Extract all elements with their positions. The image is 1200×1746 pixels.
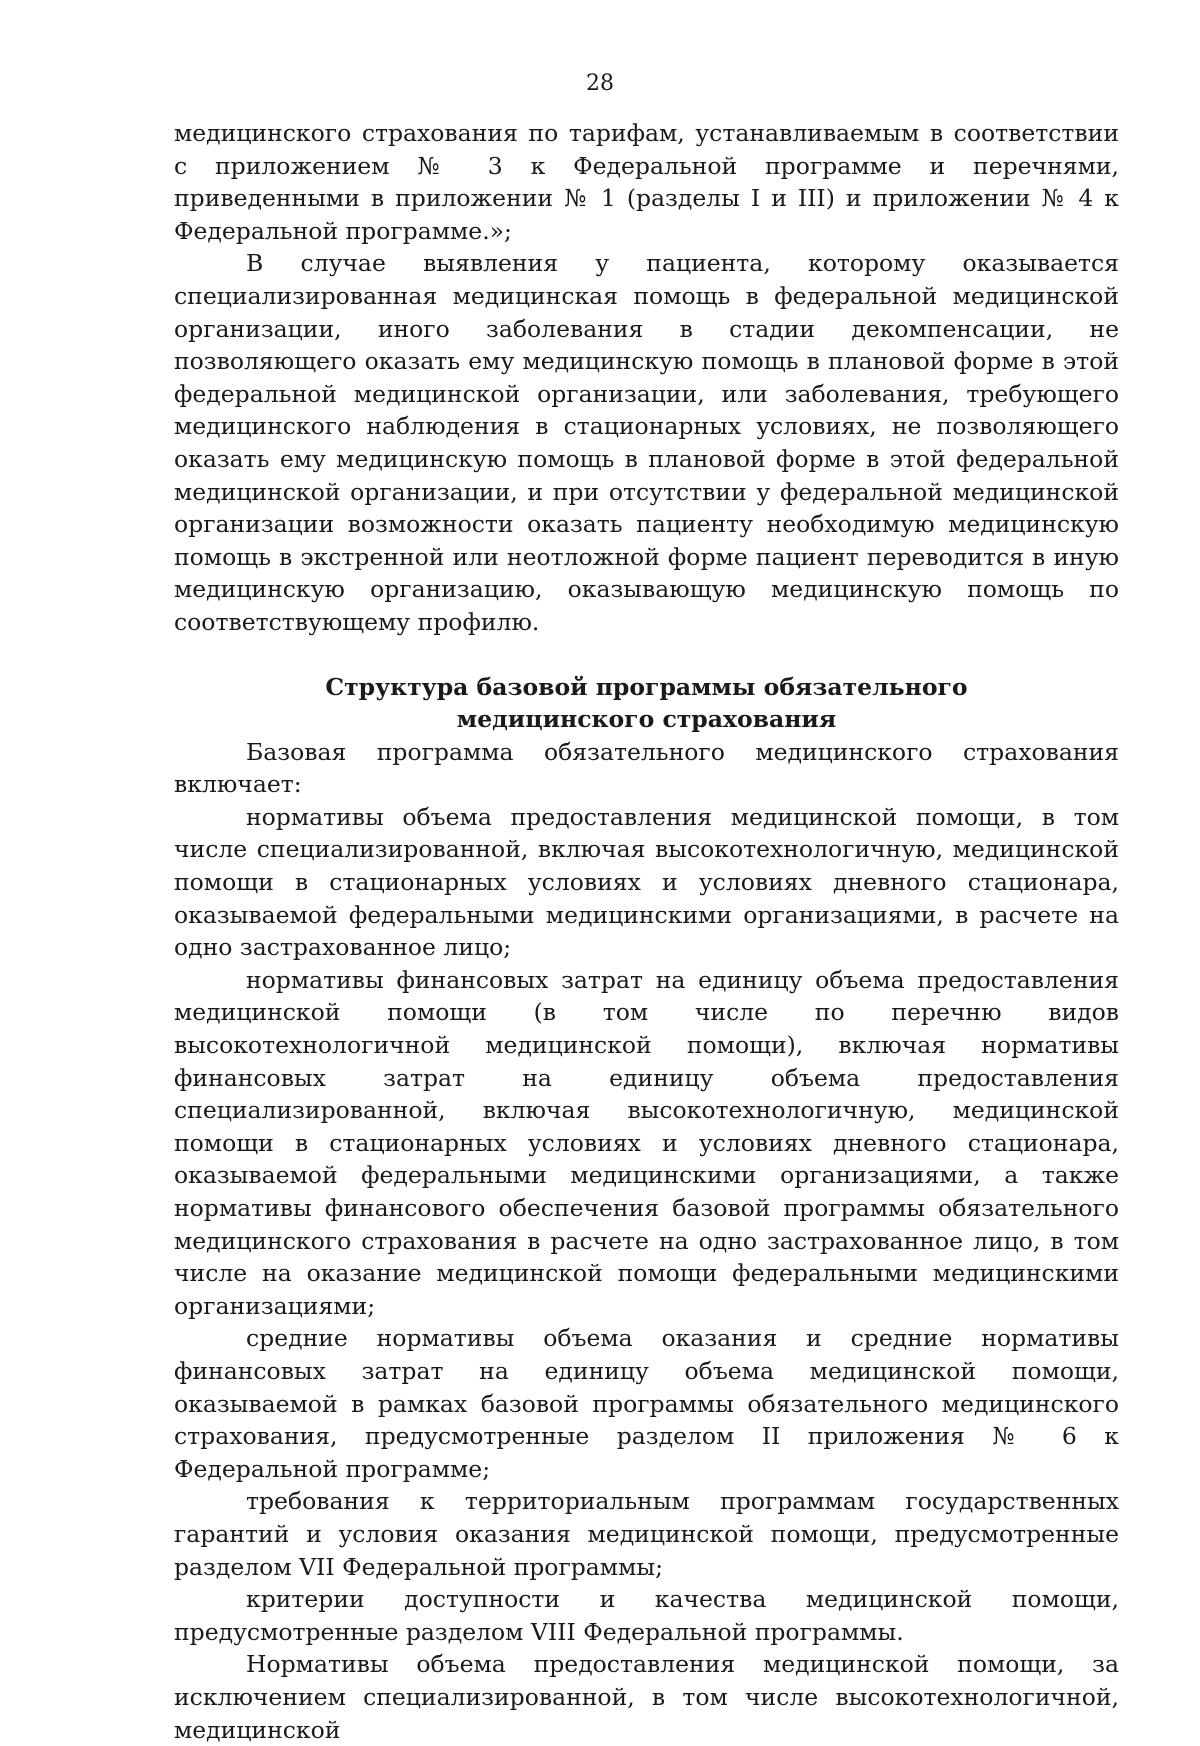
list-item-financial-norms: нормативы финансовых затрат на единицу объема предоставления медицинской помощи (в том числе по перечню видов высокотехнологичной медицинской помощи), включая нормативы финансовых затрат на единицу объема предоставления специализированной, включая высокотехнологичную, медицинской помощи в стационарных условиях и условиях дневного стационара, оказываемой федеральными медицинскими организациями, а также нормативы финансового обеспечения базовой программы обязательного медицинского страхования в расчете на одно застрахованное лицо, в том числе на оказание медицинской помощи федеральными медицинскими организациями; [174,965,1119,1320]
section-heading-line-2: медицинского страхования [456,705,837,734]
section-heading-line-1: Структура базовой программы обязательного [325,672,968,701]
list-item-quality-criteria: критерии доступности и качества медицинской помощи, предусмотренные разделом VIII Федеральной программы. [174,1585,1119,1646]
page-number: 28 [586,71,614,96]
paragraph-continuation: медицинского страхования по тарифам, устанавливаемым в соответствии с приложением № 3 к Федеральной программе и перечнями, приведенными в приложении № 1 (разделы I и III) и приложении № 4 к Федеральной программе.»; [174,119,1119,245]
list-item-volume-norms: нормативы объема предоставления медицинской помощи, в том числе специализированной, включая высокотехнологичную, медицинской помощи в стационарных условиях и условиях дневного стационара, оказываемой федеральными медицинскими организациями, в расчете на одно застрахованное лицо; [174,802,1119,962]
list-item-territorial-requirements: требования к территориальным программам государственных гарантий и условия оказания медицинской помощи, предусмотренные разделом VII Федеральной программы; [174,1487,1119,1581]
paragraph-program-includes: Базовая программа обязательного медицинского страхования включает: [174,737,1119,799]
paragraph-volume-norms-exceptions: Нормативы объема предоставления медицинской помощи, за исключением специализированной, в том числе высокотехнологичной, медицинской [174,1650,1119,1744]
list-item-average-norms: средние нормативы объема оказания и средние нормативы финансовых затрат на единицу объема медицинской помощи, оказываемой в рамках базовой программы обязательного медицинского страхования, предусмотренные разделом II приложения № 6 к Федеральной программе; [174,1324,1119,1483]
paragraph-patient-transfer: В случае выявления у пациента, которому оказывается специализированная медицинская помощь в федеральной медицинской организации, иного заболевания в стадии декомпенсации, не позволяющего оказать ему медицинскую помощь в плановой форме в этой федеральной медицинской организации, или заболевания, требующего медицинского наблюдения в стационарных условиях, не позволяющего оказать ему медицинскую помощь в плановой форме в этой федеральной медицинской организации, и при отсутствии у федеральной медицинской организации возможности оказать пациенту необходимую медицинскую помощь в экстренной или неотложной форме пациент переводится в иную медицинскую организацию, оказывающую медицинскую помощь по соответствующему профилю. [174,249,1119,636]
document-body [174,117,1119,1746]
section-heading [174,671,1119,736]
